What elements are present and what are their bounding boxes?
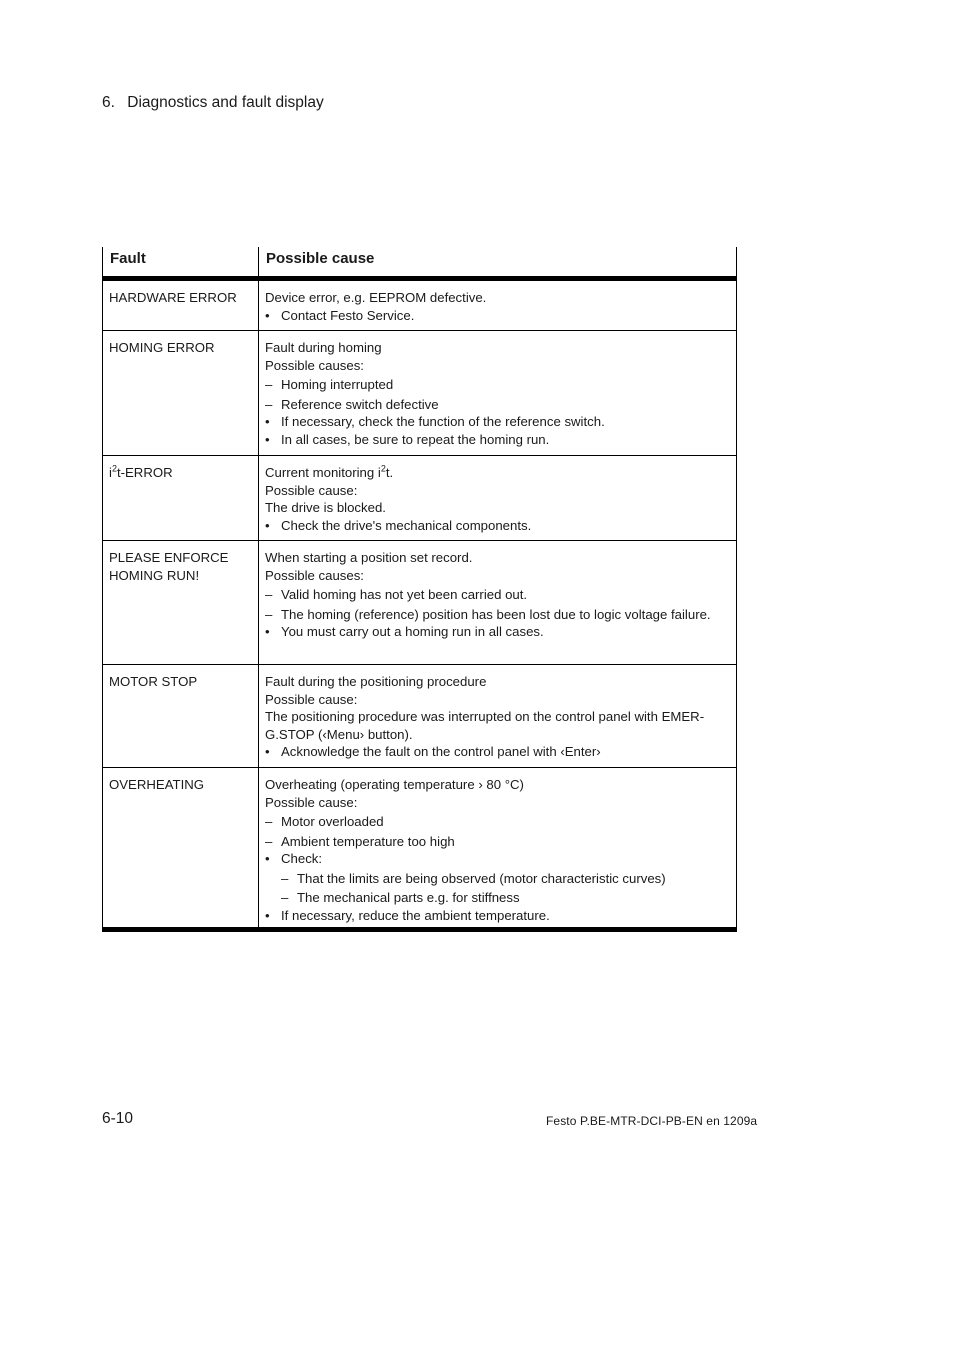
cause-line: Possible cause: [265,482,358,498]
dash-mark: – [265,587,273,602]
bullet-item [265,307,730,325]
cause-cell [259,281,737,330]
cause-line [265,464,730,482]
dash-mark: – [265,814,273,829]
chapter-title: Diagnostics and fault display [127,94,324,111]
dash-mark: – [265,606,273,622]
fault-text: t-ERROR [116,465,173,480]
column-header-fault: Fault [102,247,259,276]
bullet-mark: • [265,907,270,923]
fault-cell: HOMING ERROR [102,331,259,455]
cause-line: Overheating (operating temperature › 80 °C) [265,777,524,792]
dash-mark: – [265,396,273,412]
cause-text: t. [385,465,394,480]
table-row [102,768,737,932]
dash-item [265,606,730,624]
bullet-text: If necessary, reduce the ambient temperature. [281,907,550,923]
dash-text: Reference switch defective [281,396,439,412]
cause-line: Device error, e.g. EEPROM defective. [265,290,487,305]
fault-cell: OVERHEATING [102,768,259,927]
table-row [102,281,737,331]
cause-line: Possible causes: [265,357,364,373]
bullet-mark: • [265,624,270,639]
dash-text: The homing (reference) position has been lost due to logic voltage failure. [281,606,711,622]
bullet-mark: • [265,517,270,533]
bullet-mark: • [265,851,270,866]
fault-text: i [109,465,112,480]
table-row [102,456,737,541]
cause-line: Possible cause: [265,794,358,810]
dash-text: The mechanical parts e.g. for stiffness [297,890,520,905]
bullet-item [265,431,730,449]
table-header [102,247,737,281]
bullet-text: Check the drive's mechanical components. [281,517,532,533]
bullet-text: In all cases, be sure to repeat the homing run. [281,431,550,447]
cause-line: Possible cause: [265,691,358,707]
fault-table [102,247,737,932]
dash-mark: – [281,870,289,886]
bullet-text: Check: [281,851,323,866]
dash-text: Valid homing has not yet been carried out. [281,587,528,602]
table-row [102,665,737,768]
fault-cell: MOTOR STOP [102,665,259,767]
table-row [102,541,737,665]
dash-text: That the limits are being observed (motor characteristic curves) [297,870,666,886]
fault-text: PLEASE ENFORCE [109,550,229,565]
bullet-mark: • [265,744,270,759]
bullet-text: You must carry out a homing run in all cases. [281,624,544,639]
dash-mark: – [281,890,289,905]
fault-text: HOMING RUN! [109,567,200,583]
dash-mark: – [265,833,273,849]
dash-item [265,586,730,604]
dash-item [265,376,730,394]
bullet-item [265,517,730,535]
bullet-item [265,850,730,868]
cause-cell [259,456,737,540]
cause-line: Possible causes: [265,567,364,583]
page-number: 6-10 [102,1110,134,1127]
cause-cell [259,665,737,767]
cause-line: The positioning procedure was interrupted on the control panel with EMER- [265,709,705,724]
cause-line: Fault during the positioning procedure [265,674,487,689]
cause-line: When starting a position set record. [265,550,473,565]
cause-cell [259,768,737,927]
fault-cell [102,456,259,540]
table-row [102,331,737,456]
dash-item [265,813,730,831]
dash-text: Ambient temperature too high [281,833,455,849]
chapter-number: 6. [102,94,115,111]
bullet-mark: • [265,414,270,429]
bullet-mark: • [265,307,270,323]
dash-text: Homing interrupted [281,377,394,392]
column-header-cause: Possible cause [259,247,737,276]
document-id: Festo P.BE-MTR-DCI-PB-EN en 1209a [546,1114,758,1128]
cause-cell [259,331,737,455]
bullet-text: If necessary, check the function of the reference switch. [281,414,605,429]
bullet-item [265,907,730,925]
cause-line: The drive is blocked. [265,500,386,515]
chapter-heading [102,94,324,112]
dash-mark: – [265,377,273,392]
bullet-item [265,743,730,761]
dash-text: Motor overloaded [281,814,384,829]
cause-line: Fault during homing [265,340,382,355]
bullet-text: Acknowledge the fault on the control panel with ‹Enter› [281,744,601,759]
dash-item [265,396,730,414]
bullet-item [265,623,730,641]
superscript: 2 [111,463,117,474]
cause-text: Current monitoring i [265,465,381,480]
superscript: 2 [380,463,386,474]
bullet-item [265,413,730,431]
dash-item [265,833,730,851]
sub-dash-item [265,889,730,907]
fault-cell [102,541,259,664]
fault-cell: HARDWARE ERROR [102,281,259,330]
bullet-mark: • [265,431,270,447]
cause-line: G.STOP (‹Menu› button). [265,726,413,742]
cause-cell [259,541,737,664]
sub-dash-item [265,870,730,888]
bullet-text: Contact Festo Service. [281,307,415,323]
